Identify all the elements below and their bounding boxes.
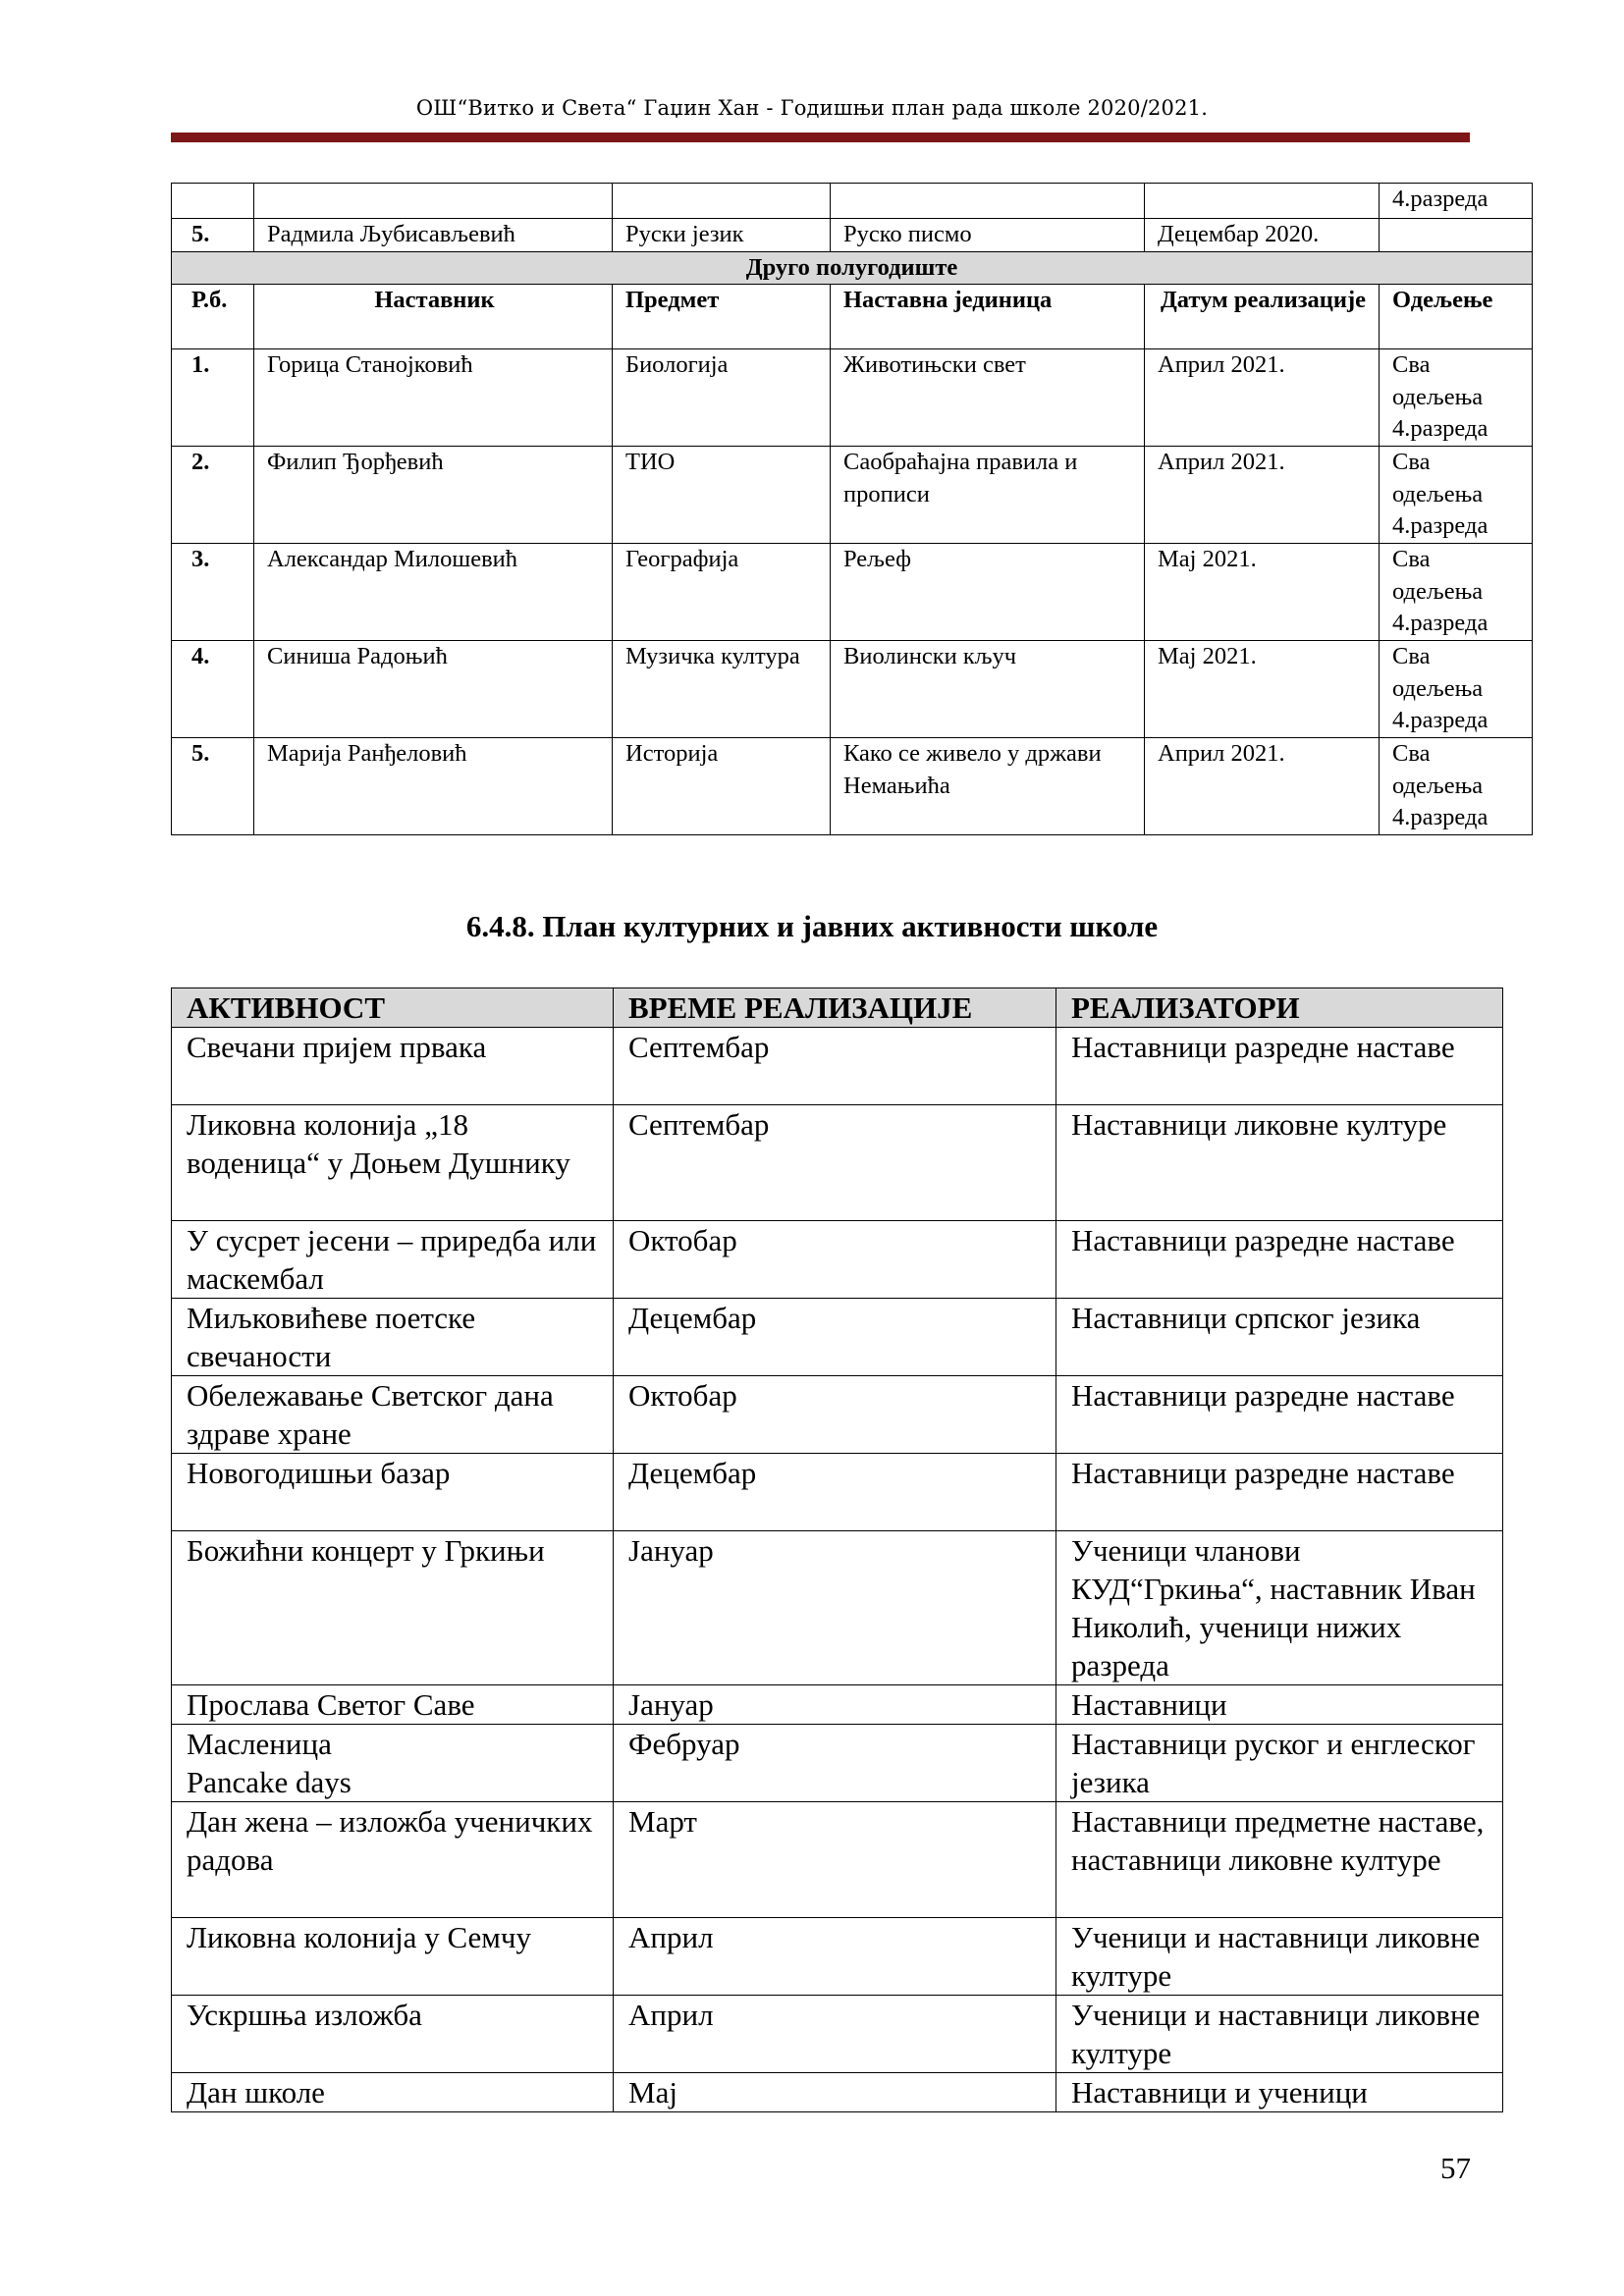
unit-cell: Саобраћајна правила и прописи — [831, 447, 1145, 544]
table-row — [172, 1028, 1503, 1105]
time-cell: Фебруар — [614, 1725, 1056, 1802]
table-row — [172, 1531, 1503, 1685]
activity-cell: Божићни концерт у Гркињи — [172, 1531, 614, 1685]
lessons-table — [171, 183, 1533, 835]
activity-cell: Свечани пријем првака — [172, 1028, 614, 1105]
table-row — [172, 349, 1533, 447]
activity-cell: Ликовна колонија „18 воденица“ у Доњем Душнику — [172, 1105, 614, 1221]
row-number: 3. — [172, 544, 254, 641]
activities-table — [171, 988, 1503, 2112]
row-number: 1. — [172, 349, 254, 447]
time-cell: Мај — [614, 2073, 1056, 2112]
date-cell: Април 2021. — [1145, 447, 1380, 544]
performers-cell: Наставници руског и енглеског језика — [1056, 1725, 1503, 1802]
performers-cell: Наставници предметне наставе, наставници ликовне културе — [1056, 1802, 1503, 1918]
table-row — [172, 1105, 1503, 1221]
activity-cell: Новогодишњи базар — [172, 1454, 614, 1531]
semester-label: Друго полугодиште — [172, 251, 1533, 285]
teacher-cell: Синиша Радоњић — [254, 641, 613, 738]
table-row — [172, 1725, 1503, 1802]
time-cell: Децембар — [614, 1454, 1056, 1531]
class-cell: Сва одељења 4.разреда — [1380, 349, 1533, 447]
teacher-cell: Филип Ђорђевић — [254, 447, 613, 544]
header-class: Одељење — [1380, 285, 1533, 349]
row-number: 5. — [172, 219, 254, 252]
table-row — [172, 1996, 1503, 2073]
table-row — [172, 1685, 1503, 1725]
teacher-cell: Александар Милошевић — [254, 544, 613, 641]
table-row — [172, 219, 1533, 252]
performers-cell: Наставници српског језика — [1056, 1299, 1503, 1376]
time-cell: Април — [614, 1996, 1056, 2073]
date-cell: Децембар 2020. — [1145, 219, 1380, 252]
class-cell: Сва одељења 4.разреда — [1380, 447, 1533, 544]
performers-cell: Наставници разредне наставе — [1056, 1454, 1503, 1531]
activity-cell: Миљковићеве поетске свечаности — [172, 1299, 614, 1376]
table-row — [172, 1454, 1503, 1531]
activity-cell — [172, 1725, 614, 1802]
time-cell: Јануар — [614, 1531, 1056, 1685]
subject-cell: ТИО — [613, 447, 831, 544]
row-number: 4. — [172, 641, 254, 738]
activity-cell: Ликовна колонија у Семчу — [172, 1918, 614, 1996]
table-row — [172, 641, 1533, 738]
unit-cell: Виолински кључ — [831, 641, 1145, 738]
class-cell: Сва одељења 4.разреда — [1380, 544, 1533, 641]
teacher-cell: Радмила Љубисављевић — [254, 219, 613, 252]
header-subject: Предмет — [613, 285, 831, 349]
date-cell: Мај 2021. — [1145, 641, 1380, 738]
unit-cell: Руско писмо — [831, 219, 1145, 252]
activity-cell: Дан школе — [172, 2073, 614, 2112]
page-number: 57 — [1440, 2151, 1471, 2185]
header-teacher: Наставник — [254, 285, 613, 349]
teacher-cell: Горица Станојковић — [254, 349, 613, 447]
table-row — [172, 447, 1533, 544]
time-cell: Март — [614, 1802, 1056, 1918]
time-cell: Октобар — [614, 1376, 1056, 1454]
header-unit: Наставна јединица — [831, 285, 1145, 349]
page-header-title: ОШ“Витко и Света“ Гаџин Хан - Годишњи план рада школе 2020/2021. — [415, 96, 1209, 120]
unit-cell: Како се живело у држави Немањића — [831, 738, 1145, 835]
subject-cell: Музичка култура — [613, 641, 831, 738]
activity-line: Масленица — [187, 1727, 332, 1761]
time-cell: Октобар — [614, 1221, 1056, 1299]
table-row — [172, 2073, 1503, 2112]
class-cell: Сва одељења 4.разреда — [1380, 641, 1533, 738]
performers-cell: Наставници и ученици — [1056, 2073, 1503, 2112]
time-cell: Јануар — [614, 1685, 1056, 1725]
subject-cell: Историја — [613, 738, 831, 835]
performers-cell: Ученици и наставници ликовне културе — [1056, 1996, 1503, 2073]
performers-cell: Наставници ликовне културе — [1056, 1105, 1503, 1221]
table-row — [172, 1376, 1503, 1454]
table-row — [172, 1918, 1503, 1996]
time-cell: Септембар — [614, 1105, 1056, 1221]
header-date: Датум реализације — [1145, 285, 1380, 349]
performers-cell: Ученици и наставници ликовне културе — [1056, 1918, 1503, 1996]
time-cell: Април — [614, 1918, 1056, 1996]
header-activity: АКТИВНОСТ — [172, 988, 614, 1028]
table-row — [172, 1299, 1503, 1376]
table-header-row — [172, 988, 1503, 1028]
activity-cell: Ускршња изложба — [172, 1996, 614, 2073]
table-row — [172, 1221, 1503, 1299]
table-row — [172, 544, 1533, 641]
unit-cell: Животињски свет — [831, 349, 1145, 447]
header-performers: РЕАЛИЗАТОРИ — [1056, 988, 1503, 1028]
section-row — [172, 251, 1533, 285]
row-number: 2. — [172, 447, 254, 544]
table-row — [172, 738, 1533, 835]
performers-cell: Наставници разредне наставе — [1056, 1376, 1503, 1454]
activity-line: Pancake days — [187, 1765, 352, 1799]
table-row — [172, 184, 1533, 219]
subject-cell: Биологија — [613, 349, 831, 447]
activity-cell: У сусрет јесени – приредба или маскембал — [172, 1221, 614, 1299]
class-cell: Сва одељења 4.разреда — [1380, 738, 1533, 835]
time-cell: Децембар — [614, 1299, 1056, 1376]
date-cell: Април 2021. — [1145, 738, 1380, 835]
table-row — [172, 1802, 1503, 1918]
section-title: 6.4.8. План културних и јавних активности школе — [465, 909, 1159, 943]
row-number: 5. — [172, 738, 254, 835]
time-cell: Септембар — [614, 1028, 1056, 1105]
performers-cell: Наставници — [1056, 1685, 1503, 1725]
header-rule — [171, 133, 1470, 142]
performers-cell: Ученици чланови КУД“Гркиња“, наставник Иван Николић, ученици нижих разреда — [1056, 1531, 1503, 1685]
table-header-row — [172, 285, 1533, 349]
activity-cell: Дан жена – изложба ученичких радова — [172, 1802, 614, 1918]
date-cell: Мај 2021. — [1145, 544, 1380, 641]
teacher-cell: Марија Ранђеловић — [254, 738, 613, 835]
class-cell — [1380, 219, 1533, 252]
activity-cell: Обележавање Светског дана здраве хране — [172, 1376, 614, 1454]
subject-cell: Географија — [613, 544, 831, 641]
header-time: ВРЕМЕ РЕАЛИЗАЦИЈЕ — [614, 988, 1056, 1028]
subject-cell: Руски језик — [613, 219, 831, 252]
performers-cell: Наставници разредне наставе — [1056, 1221, 1503, 1299]
date-cell: Април 2021. — [1145, 349, 1380, 447]
class-cell: 4.разреда — [1380, 184, 1533, 219]
header-num: Р.б. — [172, 285, 254, 349]
activity-cell: Прослава Светог Саве — [172, 1685, 614, 1725]
performers-cell: Наставници разредне наставе — [1056, 1028, 1503, 1105]
unit-cell: Рељеф — [831, 544, 1145, 641]
